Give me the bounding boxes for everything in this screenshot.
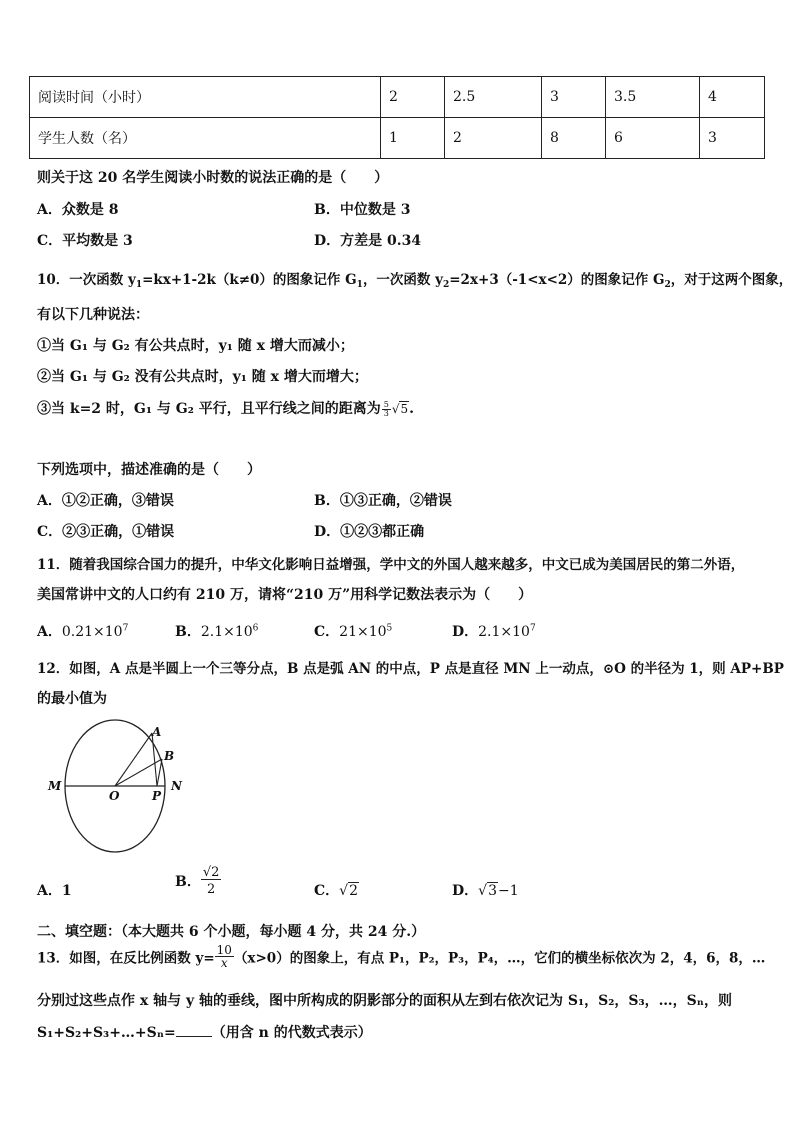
semicircle-figure [40, 718, 200, 858]
table-cell: 3 [700, 118, 765, 159]
table-cell: 3.5 [606, 77, 700, 118]
answer-blank[interactable] [176, 1024, 212, 1037]
table-cell: 4 [700, 77, 765, 118]
table-cell: 2.5 [445, 77, 542, 118]
label-o: O [109, 789, 120, 803]
segment-bp [157, 759, 162, 786]
q10-statement-3: ③当 k=2 时，G₁ 与 G₂ 平行，且平行线之间的距离为 $\frac{5}{3}$ √5. [37, 399, 414, 418]
q10-option-d: D．①②③都正确 [314, 524, 425, 540]
table-cell: 2 [445, 118, 542, 159]
q11-option-a: A．$0.21\times 10^7$ [37, 623, 129, 640]
q10-option-a: A．①②正确，③错误 [37, 493, 174, 509]
q13-line1: 13．如图，在反比例函数 y= $\frac{10}{x}$ （x>0）的图象上，有点 P₁，P₂，P₃，P₄，…，它们的横坐标依次为 2，4，6，8，… [37, 943, 766, 970]
q9-stem: 则关于这 20 名学生阅读小时数的说法正确的是（ ） [37, 170, 389, 186]
segment-ap [152, 733, 157, 786]
q10-statement-1: ①当 G₁ 与 G₂ 有公共点时，y₁ 随 x 增大而减小； [37, 338, 354, 354]
q12-option-d: D．√3−1 [452, 883, 519, 899]
q11-option-b: B．$2.1\times 10^6$ [175, 623, 259, 640]
q13-line3: S₁+S₂+S₃+…+Sₙ= （用含 n 的代数式表示） [37, 1025, 372, 1041]
table-cell: 8 [542, 118, 606, 159]
q12-option-b: B． $\frac{√2}{2}$ [175, 865, 220, 897]
section-2-heading: 二、填空题：（本大题共 6 个小题，每小题 4 分，共 24 分.） [37, 924, 426, 940]
row-header: 阅读时间（小时） [30, 77, 381, 118]
q9-option-b: B．中位数是 3 [314, 202, 411, 218]
q9-option-d: D．方差是 0.34 [314, 233, 422, 249]
q10-line2: 有以下几种说法： [37, 307, 149, 323]
q13-line2: 分别过这些点作 x 轴与 y 轴的垂线，图中所构成的阴影部分的面积从左到右依次记为 S₁，S₂，S₃，…，Sₙ，则 [37, 993, 732, 1009]
label-b: B [164, 749, 175, 763]
q12-line2: 的最小值为 [37, 691, 107, 707]
table-row [30, 77, 765, 118]
q11-line2: 美国常讲中文的人口约有 210 万，请将“210 万”用科学记数法表示为（ ） [37, 587, 533, 603]
q10-option-b: B．①③正确，②错误 [314, 493, 452, 509]
reading-time-table [29, 76, 765, 159]
q12-option-c: C．√2 [314, 883, 358, 899]
label-a: A [152, 725, 162, 739]
table-cell: 3 [542, 77, 606, 118]
table-cell: 6 [606, 118, 700, 159]
row-header: 学生人数（名） [30, 118, 381, 159]
q11-option-d: D．$2.1\times 10^7$ [452, 623, 536, 640]
q12-option-a: A．1 [37, 883, 72, 899]
q10-prompt: 下列选项中，描述准确的是（ ） [37, 462, 261, 478]
q11-line1: 11．随着我国综合国力的提升，中华文化影响日益增强，学中文的外国人越来越多，中文已成为美国居民的第二外语， [37, 557, 745, 573]
label-n: N [171, 779, 182, 793]
label-p: P [152, 789, 162, 803]
q12-line1: 12．如图，A 点是半圆上一个三等分点，B 点是弧 AN 的中点，P 点是直径 MN 上一动点，⊙O 的半径为 1，则 AP+BP [37, 661, 784, 677]
q11-option-c: C．$21\times 10^5$ [314, 623, 393, 640]
q10-option-c: C．②③正确，①错误 [37, 524, 175, 540]
table-cell: 1 [381, 118, 445, 159]
q9-option-a: A．众数是 8 [37, 202, 119, 218]
table-cell: 2 [381, 77, 445, 118]
q9-option-c: C．平均数是 3 [37, 233, 133, 249]
q10-line1: 10．一次函数 $y_1=kx+1-2k(k\ne 0)$的图象记作 $G_1$，一次函数 $y_2=2x+3(-1<x<2)$的图象记作 $G_2$，对于这两个图象， [37, 272, 793, 290]
label-m: M [48, 779, 62, 793]
segment-oa [115, 733, 152, 786]
q10-statement-2: ②当 G₁ 与 G₂ 没有公共点时，y₁ 随 x 增大而增大； [37, 369, 368, 385]
table-row [30, 118, 765, 159]
